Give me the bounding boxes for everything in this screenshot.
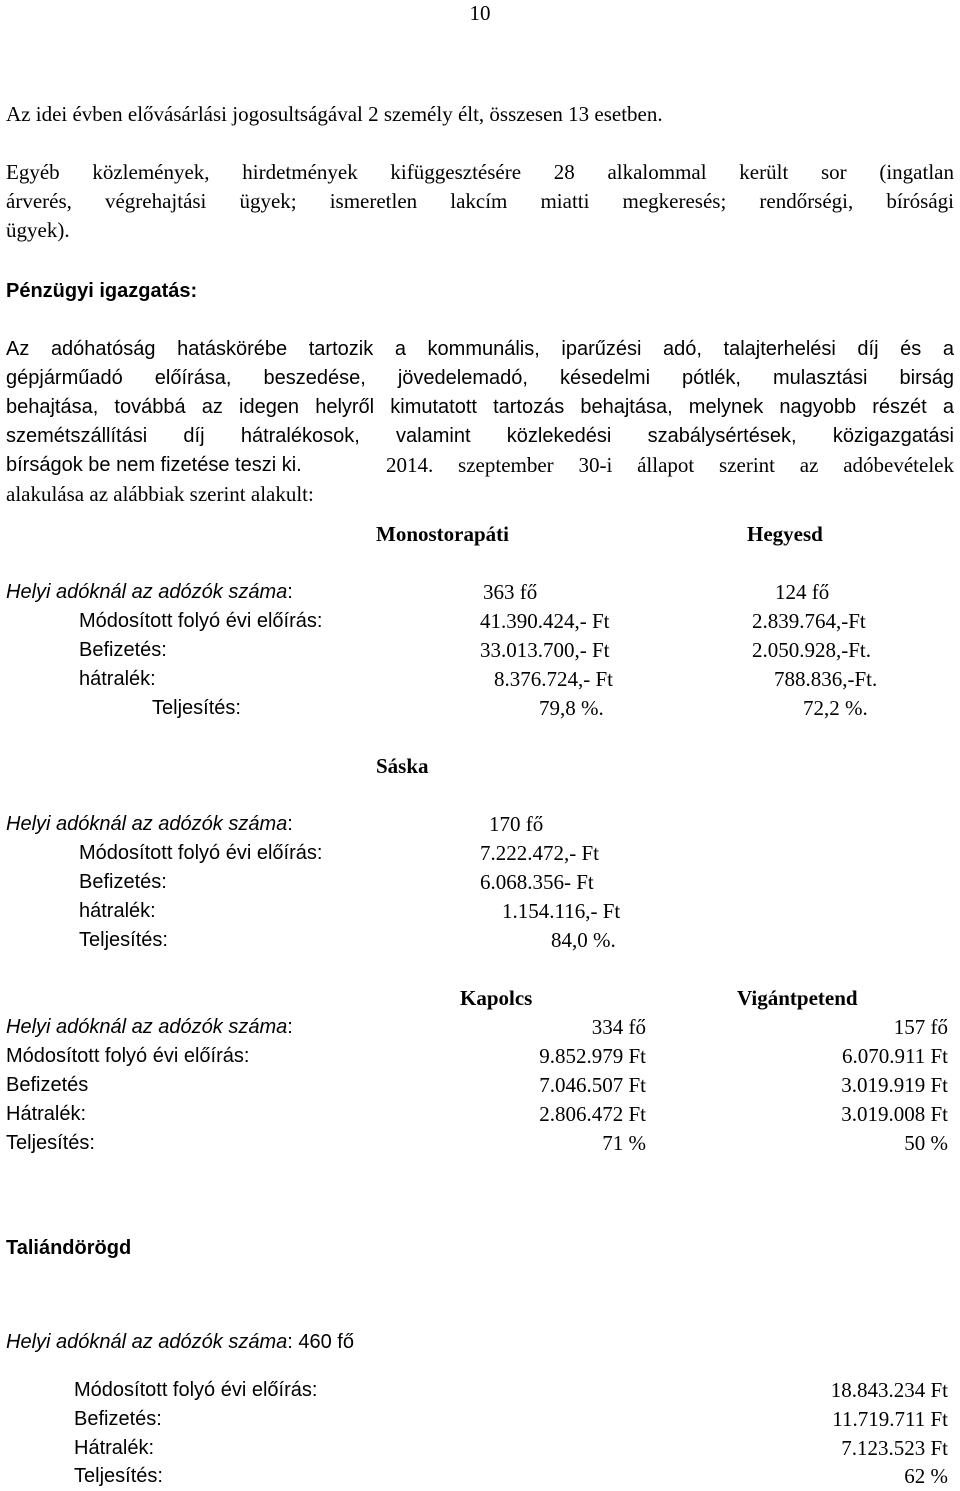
label-fulfillment: Teljesítés: [6,1132,95,1154]
value-kapolcs-prescription: 9.852.979 Ft [539,1044,646,1068]
label-arrears: Hátralék: [74,1437,155,1459]
section-heading: Pénzügyi igazgatás: [6,280,198,302]
label-modified-prescription: Módosított folyó évi előírás: [79,842,323,864]
label-modified-prescription: Módosított folyó évi előírás: [74,1379,318,1401]
intro-paragraph-line-3: ügyek). [6,218,70,242]
value-hegyesd-count: 124 fő [775,580,830,604]
taxpayer-count-label: Helyi adóknál az adózók száma: 460 fő [6,1331,354,1353]
body-line-5a: bírságok be nem fizetése teszi ki. [6,454,302,476]
label-arrears: hátralék: [79,900,156,922]
value-vigantpetend-prescription: 6.070.911 Ft [842,1044,948,1068]
value-hegyesd-prescription: 2.839.764,-Ft [752,609,866,633]
body-line-5b: 2014. szeptember 30-i állapot szerint az adóbevételek [386,453,954,477]
intro-line: Az idei évben elővásárlási jogosultságával 2 személy élt, összesen 13 esetben. [6,102,663,126]
label-payment: Befizetés: [74,1408,162,1430]
value-taliandorogd-arrears: 7.123.523 Ft [841,1436,948,1460]
value-hegyesd-payment: 2.050.928,-Ft. [752,638,872,662]
intro-paragraph-line-1: Egyéb közlemények, hirdetmények kifüggesztésére 28 alkalommal került sor (ingatlan [6,160,954,184]
label-payment: Befizetés: [79,639,167,661]
value-kapolcs-count: 334 fő [591,1015,646,1039]
column-title-vigantpetend: Vigántpetend [737,986,858,1010]
value-vigantpetend-arrears: 3.019.008 Ft [841,1102,948,1126]
column-title-taliandorogd: Taliándörögd [6,1237,132,1259]
value-vigantpetend-fulfillment: 50 % [904,1131,948,1155]
intro-paragraph-line-2: árverés, végrehajtási ügyek; ismeretlen lakcím miatti megkeresés; rendőrségi, bírósági [6,189,954,213]
label-fulfillment: Teljesítés: [152,697,241,719]
value-saska-payment: 6.068.356- Ft [480,870,594,894]
label-modified-prescription: Módosított folyó évi előírás: [6,1045,250,1067]
taxpayer-count-label: Helyi adóknál az adózók száma: [6,581,293,603]
body-line-3: behajtása, továbbá az idegen helyről kimutatott tartozás behajtása, melynek nagyobb részét a [6,396,954,418]
value-saska-fulfillment: 84,0 %. [551,928,616,952]
value-hegyesd-fulfillment: 72,2 %. [803,696,868,720]
value-kapolcs-arrears: 2.806.472 Ft [539,1102,646,1126]
value-taliandorogd-payment: 11.719.711 Ft [832,1407,948,1431]
column-title-saska: Sáska [376,754,429,778]
value-kapolcs-payment: 7.046.507 Ft [539,1073,646,1097]
column-title-hegyesd: Hegyesd [747,522,823,546]
body-line-2: gépjárműadó előírása, beszedése, jövedelemadó, késedelmi pótlék, mulasztási birság [6,367,954,389]
value-monostorapati-payment: 33.013.700,- Ft [480,638,610,662]
column-title-monostorapati: Monostorapáti [376,522,509,546]
value-hegyesd-arrears: 788.836,-Ft. [774,667,878,691]
value-vigantpetend-count: 157 fő [893,1015,948,1039]
value-taliandorogd-fulfillment: 62 % [904,1464,948,1488]
label-fulfillment: Teljesítés: [79,929,168,951]
body-line-1: Az adóhatóság hatáskörébe tartozik a kommunális, iparűzési adó, talajterhelési díj és a [6,338,954,360]
label-arrears: Hátralék: [6,1103,87,1125]
label-modified-prescription: Módosított folyó évi előírás: [79,610,323,632]
value-monostorapati-fulfillment: 79,8 %. [539,696,604,720]
value-saska-arrears: 1.154.116,- Ft [502,899,621,923]
body-line-4: szemétszállítási díj hátralékosok, valamint közlekedési szabálysértések, közigazgatási [6,425,954,447]
taxpayer-count-label: Helyi adóknál az adózók száma: [6,813,293,835]
value-saska-count: 170 fő [489,812,544,836]
label-payment: Befizetés [6,1074,89,1096]
label-fulfillment: Teljesítés: [74,1465,163,1487]
body-line-6: alakulása az alábbiak szerint alakult: [6,482,314,506]
label-arrears: hátralék: [79,668,156,690]
taxpayer-count-label: Helyi adóknál az adózók száma: [6,1016,293,1038]
label-payment: Befizetés: [79,871,167,893]
value-monostorapati-arrears: 8.376.724,- Ft [494,667,614,691]
value-vigantpetend-payment: 3.019.919 Ft [841,1073,948,1097]
value-monostorapati-count: 363 fő [483,580,538,604]
value-taliandorogd-prescription: 18.843.234 Ft [830,1378,948,1402]
value-monostorapati-prescription: 41.390.424,- Ft [480,609,610,633]
value-kapolcs-fulfillment: 71 % [602,1131,646,1155]
column-title-kapolcs: Kapolcs [460,986,533,1010]
value-saska-prescription: 7.222.472,- Ft [480,841,600,865]
page-number: 10 [469,1,491,25]
